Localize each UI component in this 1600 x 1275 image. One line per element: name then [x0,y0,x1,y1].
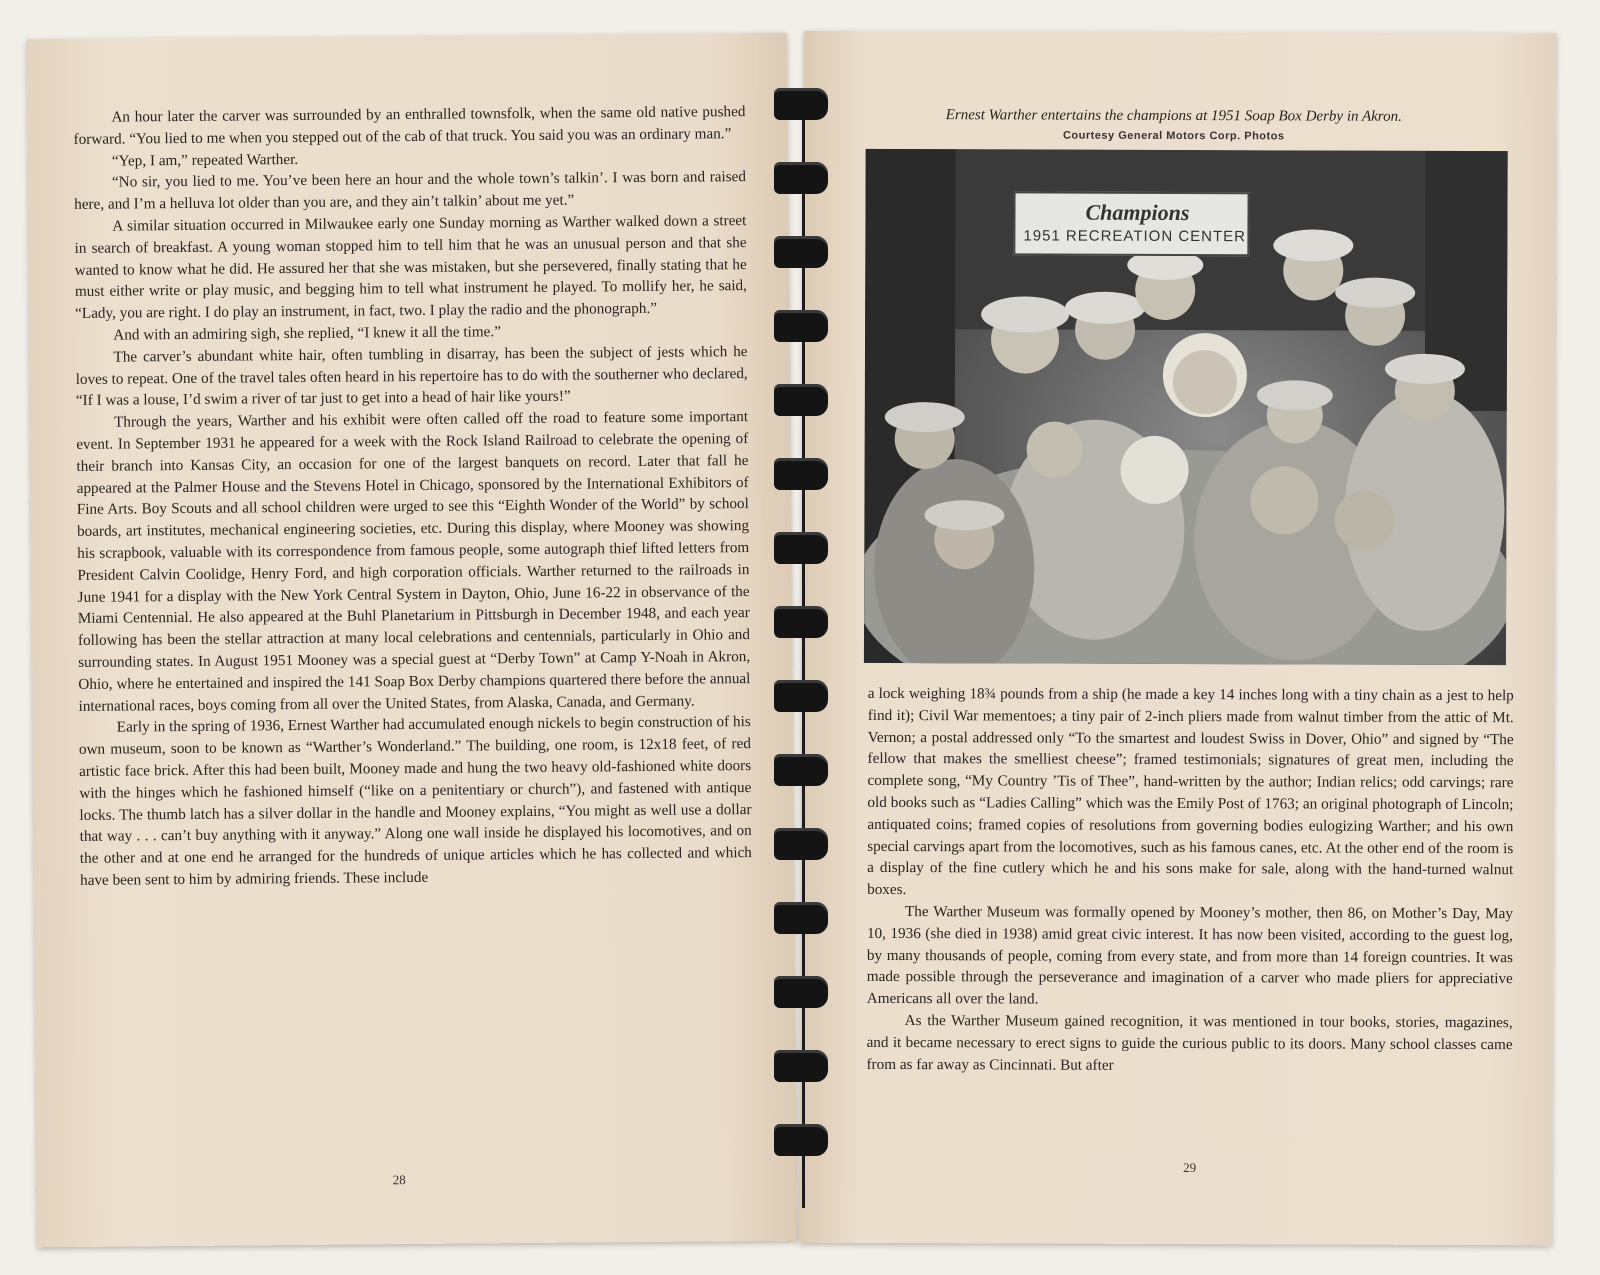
binding-coil [774,1050,828,1082]
sign-text-bottom: 1951 RECREATION CENTER [1023,227,1247,246]
binding-coil [774,976,828,1008]
binding-coil [774,458,828,490]
binding-coil [774,532,828,564]
open-booklet [22,28,1562,1253]
paragraph: And with an admiring sigh, she replied, “I knew it all the time.” [113,323,501,344]
left-page-text [73,101,752,892]
right-page [800,31,1556,1246]
binding-coil [774,1124,828,1156]
binding-coil [774,384,828,416]
paragraph: An hour later the carver was surrounded by an enthralled townsfolk, when the same old native pushed forward. “You lied to me when you stepped out of the cab of that truck. You said you was an ordinary man.” [73,103,746,148]
binding-coil [774,88,828,120]
paragraph: Through the years, Warther and his exhibit were often called off the road to feature some important event. In September 1931 he appeared for a week with the Rock Island Railroad to celebrate the opening of their branch into Kansas City, an occasion for one of the largest banquets on record. Later that fall he appeared at the Palmer House and the Stevens Hotel in Chicago, sponsored by the International Exhibitors of Fine Arts. Boy Scouts and all school children were urged to see this “Eighth Wonder of the World” by school boards, art institutes, mechanical engineering societies, etc. During this display, where Mooney was showing his scrapbook, valuable with its correspondence from famous people, some autograph thief lifted letters from President Calvin Coolidge, Henry Ford, and high corporation officials. Warther returned to the railroads in June 1941 for a display with the New York Central System in Dayton, Ohio, June 16-22 in observance of the Miami Centennial. He also appeared at the Buhl Planetarium in Pittsburgh in December 1948, and each year following has been the stellar attraction at many local celebrations and centennials, particularly in Ohio and surrounding states. In August 1951 Mooney was a special guest at “Derby Town” at Camp Y-Noah in Akron, Ohio, where he entertained and inspired the 141 Soap Box Derby champions quartered there before the annual international races, boys coming from all over the United States, from Alaska, Canada, and Germany. [76,408,751,715]
binding-coil [774,754,828,786]
recreation-center-sign [1013,191,1249,256]
paragraph: As the Warther Museum gained recognition, it was mentioned in tour books, stories, magazines, and it became necessary to erect signs to guide the curious public to its doors. Many school classes came from as far away as Cincinnati. But after [866,1012,1513,1074]
page-number: 28 [392,1172,406,1188]
binding-coil [774,902,828,934]
binding-coil [774,310,828,342]
sign-text-top: Champions [1085,199,1190,226]
binding-coil [774,680,828,712]
paragraph: Early in the spring of 1936, Ernest Warther had accumulated enough nickels to begin construction of his own museum, soon to be known as “Warther’s Wonderland.” The building, one room, is 12x18 feet, of red artistic face brick. After this had been built, Mooney made and hung the two heavy old-fashioned white doors with the hinges which he fashioned himself (“like on a penitentiary or church”), and fastened with antique locks. The thumb latch has a silver dollar in the handle and Mooney explains, “You might as well use a dollar that way . . . can’t buy anything with it anyway.” Along one wall inside he displayed his locomotives, and on the other and at one end he arranged for the hundreds of unique articles which he has collected and which have been sent to him by admiring friends. These include [78,713,752,889]
binding-coil [774,606,828,638]
photo-credit: Courtesy General Motors Corp. Photos [1062,129,1285,143]
binding-coil [774,162,828,194]
paragraph: a lock weighing 18¾ pounds from a ship (he made a key 14 inches long with a tiny chain as a jest to help find it); Civil War mementoes; a tiny pair of 2-inch pliers made from walnut timber from the attic of Mt. Vernon; a postal addressed only “To the smartest and loudest Swiss in Dover, Ohio” and signed by “The fellow that makes the smelliest cheese”; framed testimonials; signatures of great men, including the complete song, “My Country ’Tis of Thee”, hand-written by the author; Indian relics; odd carvings; rare old books such as “Ladies Calling” which was the Emily Post of 1763; an original photograph of Lincoln; antiquated coins; framed copies of resolutions from governing bodies eulogizing Warther; and his own special carvings apart from the locomotives, such as his famous canes, etc. At the other end of the room is a display of the fine cutlery which he and his sons make for sale, along with the hand-turned walnut boxes. [867,684,1514,899]
left-page [27,33,798,1248]
paragraph: The carver’s abundant white hair, often tumbling in disarray, has been the subject of jests which he loves to repeat. One of the travel tales often heard in his repertoire has to do with the southerner who declared, “If I was a louse, I’d swim a river of tar just to get into a head of hair like yours!” [75,342,748,410]
paragraph: “Yep, I am,” repeated Warther. [111,150,299,170]
right-page-text [866,683,1513,1078]
spiral-binding [764,88,836,1208]
page-number: 29 [1183,1160,1197,1176]
binding-coil [774,828,828,860]
binding-coil [774,236,828,268]
photograph [864,149,1508,665]
paragraph: A similar situation occurred in Milwaukee early one Sunday morning as Warther walked down a street in search of breakfast. A young woman stopped him to tell him that he was an unusual person and that she wanted to know what he did. He assured her that she was mistaken, but she persevered, finally stating that he must either write or play music, and begging him to tell what instrument he played. To mollify her, he said, “Lady, you are right. I do play an instrument, in fact, two. I play the radio and the phonograph.” [74,212,747,323]
photo-caption: Ernest Warther entertains the champions at 1951 Soap Box Derby in Akron. [945,107,1402,125]
paragraph: “No sir, you lied to me. You’ve been here an hour and the whole town’s talkin’. I was born and raised here, and I’m a helluva lot older than you are, and they ain’t talkin’ about me yet.” [74,168,747,214]
paragraph: The Warther Museum was formally opened by Mooney’s mother, then 86, on Mother’s Day, May 10, 1936 (she died in 1938) amid great civic interest. It has now been visited, according to the guest log, by many thousands of people, coming from every state, and from more than 14 foreign countries. It was made possible through the perseverance and imagination of a carver who made pliers for appreciative Americans all over the land. [866,903,1514,1008]
